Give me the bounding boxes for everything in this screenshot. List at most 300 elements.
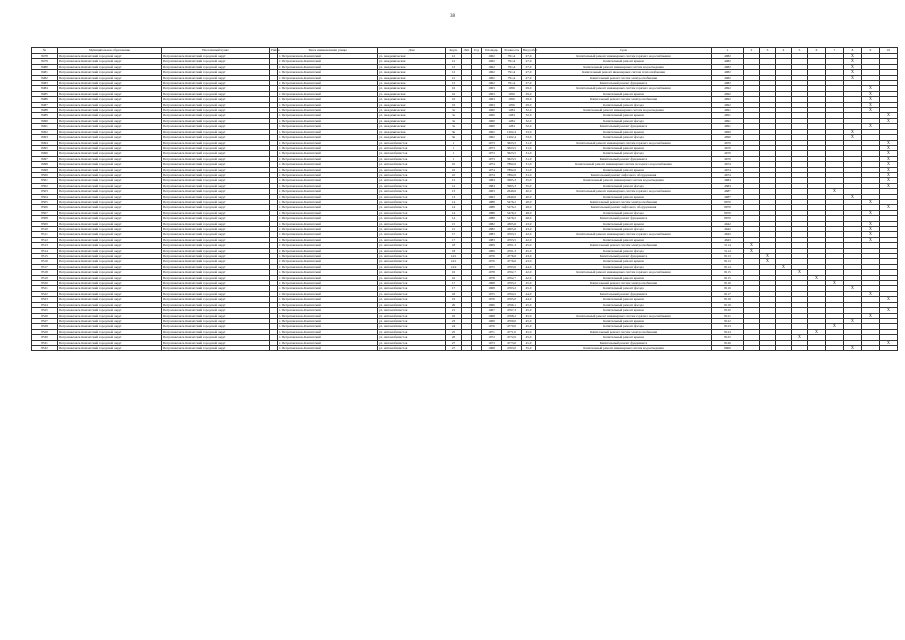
cell-id: 8497 xyxy=(32,156,58,161)
cell-year: 1962 xyxy=(482,59,502,64)
cell-np: Петропавловск-Камчатский городской округ xyxy=(162,221,270,226)
cell-house: 3в xyxy=(446,129,462,134)
cell-rn: г. Петропавловск-Камчатский xyxy=(278,345,378,350)
cell-empty xyxy=(472,345,482,350)
cell-term: 4670 xyxy=(712,156,744,161)
cell-mark: X xyxy=(792,270,808,275)
cell-street: ул. Автомобилистов xyxy=(378,227,446,232)
column-header: Корп. xyxy=(446,48,462,54)
cell-np: Петропавловск-Камчатский городской округ xyxy=(162,291,270,296)
cell-house: 12 xyxy=(446,54,462,59)
cell-np: Петропавловск-Камчатский городской округ xyxy=(162,194,270,199)
cell-rn: г. Петропавловск-Камчатский xyxy=(278,113,378,118)
cell-year: 1988 xyxy=(482,216,502,221)
cell-area: 3623,5 xyxy=(502,151,522,156)
cell-street: ул. Академическая xyxy=(378,86,446,91)
cell-house: 25 xyxy=(446,329,462,334)
cell-work: Капитальный ремонт фасада xyxy=(536,286,712,291)
cell-year: 1983 xyxy=(482,232,502,237)
cell-floors: 31,0 xyxy=(522,140,536,145)
cell-mark: X xyxy=(880,297,898,302)
cell-floors: 48,0 xyxy=(522,216,536,221)
cell-work: Капитальный ремонт систем электроснабжения xyxy=(536,243,712,248)
cell-floors: 31,0 xyxy=(522,172,536,177)
cell-work: Капитальный ремонт фасада xyxy=(536,302,712,307)
cell-term: 4692 xyxy=(712,97,744,102)
cell-area: 791,4 xyxy=(502,59,522,64)
cell-area: 791,4 xyxy=(502,54,522,59)
cell-id: 8518 xyxy=(32,270,58,275)
cell-year: 1962 xyxy=(482,81,502,86)
cell-np: Петропавловск-Камчатский городской округ xyxy=(162,324,270,329)
cell-work: Капитальный ремонт лифтового оборудования xyxy=(536,205,712,210)
column-header: 6 xyxy=(808,48,826,54)
cell-work: Капитальный ремонт инженерных систем водоотведения xyxy=(536,108,712,113)
cell-id: 8529 xyxy=(32,329,58,334)
cell-street: ул. Автомобилистов xyxy=(378,345,446,350)
cell-term: 8119 xyxy=(712,302,744,307)
cell-np: Петропавловск-Камчатский городской округ xyxy=(162,237,270,242)
cell-floors: 45,0 xyxy=(522,308,536,313)
cell-rn: г. Петропавловск-Камчатский xyxy=(278,248,378,253)
cell-rn: г. Петропавловск-Камчатский xyxy=(278,270,378,275)
cell-mo: Петропавловск-Камчатский городской округ xyxy=(58,172,162,177)
cell-mo: Петропавловск-Камчатский городской округ xyxy=(58,259,162,264)
cell-house: 12 xyxy=(446,81,462,86)
cell-area: 1262,4 xyxy=(502,129,522,134)
cell-area: 4761,3 xyxy=(502,243,522,248)
cell-rn: г. Петропавловск-Камчатский xyxy=(278,335,378,340)
cell-year: 1984 xyxy=(482,178,502,183)
cell-area: 3623,5 xyxy=(502,140,522,145)
cell-house: 16 xyxy=(446,97,462,102)
cell-term: 4692 xyxy=(712,91,744,96)
cell-street: ул. Автомобилистов xyxy=(378,297,446,302)
cell-mark: X xyxy=(880,162,898,167)
cell-mark: X xyxy=(880,178,898,183)
cell-area: 4767,3 xyxy=(502,308,522,313)
cell-street: ул. Автомобилистов xyxy=(378,308,446,313)
cell-house: 3а xyxy=(446,108,462,113)
cell-id: 8486 xyxy=(32,97,58,102)
cell-floors: 43,0 xyxy=(522,254,536,259)
cell-street: ул. Автомобилистов xyxy=(378,189,446,194)
cell-term: 4982 xyxy=(712,75,744,80)
cell-area: 4770,0 xyxy=(502,324,522,329)
cell-street: ул. Академическая xyxy=(378,102,446,107)
cell-year: 1975 xyxy=(482,291,502,296)
cell-work: Капитальный ремонт крыши xyxy=(536,308,712,313)
cell-area: 7892,6 xyxy=(502,162,522,167)
cell-year: 1974 xyxy=(482,167,502,172)
cell-house: 21 xyxy=(446,308,462,313)
document-table-container xyxy=(31,47,891,351)
cell-mark: X xyxy=(776,264,792,269)
cell-street: ул. Академическая xyxy=(378,113,446,118)
cell-house: 16 xyxy=(446,270,462,275)
cell-rn: г. Петропавловск-Камчатский xyxy=(278,135,378,140)
cell-work: Капитальный ремонт фундамента xyxy=(536,156,712,161)
cell-id: 8496 xyxy=(32,151,58,156)
cell-floors: 32,0 xyxy=(522,124,536,129)
cell-mo: Петропавловск-Камчатский городской округ xyxy=(58,54,162,59)
cell-work: Капитальный ремонт крыши xyxy=(536,297,712,302)
cell-year: 1983 xyxy=(482,237,502,242)
cell-id: 8480 xyxy=(32,64,58,69)
cell-rn: г. Петропавловск-Камчатский xyxy=(278,124,378,129)
cell-mo: Петропавловск-Камчатский городской округ xyxy=(58,297,162,302)
cell-work: Капитальный ремонт инженерных систем горячего водоснабжения xyxy=(536,86,712,91)
cell-area: 2640,6 xyxy=(502,189,522,194)
cell-work: Капитальный ремонт фундамента xyxy=(536,216,712,221)
column-header: 9 xyxy=(862,48,880,54)
cell-floors: 44,0 xyxy=(522,297,536,302)
cell-np: Петропавловск-Камчатский городской округ xyxy=(162,167,270,172)
cell-year: 1974 xyxy=(482,172,502,177)
cell-term: 4642 xyxy=(712,221,744,226)
cell-np: Петропавловск-Камчатский городской округ xyxy=(162,156,270,161)
cell-area: 4305,6 xyxy=(502,221,522,226)
cell-np: Петропавловск-Камчатский городской округ xyxy=(162,97,270,102)
cell-house: 10 xyxy=(446,167,462,172)
cell-work: Капитальный ремонт фасада xyxy=(536,151,712,156)
cell-id: 8491 xyxy=(32,124,58,129)
cell-street: ул. Автомобилистов xyxy=(378,286,446,291)
cell-id: 8516 xyxy=(32,259,58,264)
cell-floors: 35,0 xyxy=(522,178,536,183)
cell-house: 15 xyxy=(446,221,462,226)
cell-mo: Петропавловск-Камчатский городской округ xyxy=(58,151,162,156)
cell-street: ул. Академическая xyxy=(378,70,446,75)
cell-street: ул. Автомобилистов xyxy=(378,172,446,177)
cell-work: Капитальный ремонт инженерных систем горячего водоснабжения xyxy=(536,313,712,318)
cell-work: Капитальный ремонт крыши xyxy=(536,113,712,118)
cell-year: 1962 xyxy=(482,70,502,75)
cell-rn: г. Петропавловск-Камчатский xyxy=(278,194,378,199)
cell-rn: г. Петропавловск-Камчатский xyxy=(278,216,378,221)
cell-mark: X xyxy=(880,145,898,150)
cell-rn: г. Петропавловск-Камчатский xyxy=(278,183,378,188)
cell-floors: 48,0 xyxy=(522,199,536,204)
cell-street: ул. Автомобилистов xyxy=(378,248,446,253)
cell-mark: X xyxy=(862,199,880,204)
cell-floors: 31,0 xyxy=(522,167,536,172)
cell-mark: X xyxy=(880,156,898,161)
cell-area: 4763,2 xyxy=(502,286,522,291)
cell-mo: Петропавловск-Камчатский городской округ xyxy=(58,167,162,172)
cell-mark xyxy=(792,345,808,350)
cell-mark: X xyxy=(880,205,898,210)
cell-street: ул. Академическая xyxy=(378,124,446,129)
cell-term: 4643 xyxy=(712,232,744,237)
cell-mark: X xyxy=(744,243,760,248)
cell-id: 8485 xyxy=(32,91,58,96)
cell-area: 791,4 xyxy=(502,70,522,75)
cell-year: 1976 xyxy=(482,254,502,259)
cell-rn: г. Петропавловск-Камчатский xyxy=(278,118,378,123)
cell-year: 1984 xyxy=(482,183,502,188)
cell-floors: 42,0 xyxy=(522,275,536,280)
cell-np: Петропавловск-Камчатский городской округ xyxy=(162,318,270,323)
cell-np: Петропавловск-Камчатский городской округ xyxy=(162,329,270,334)
cell-floors: 27,0 xyxy=(522,75,536,80)
cell-work: Капитальный ремонт лифтового оборудования xyxy=(536,172,712,177)
cell-rn: г. Петропавловск-Камчатский xyxy=(278,275,378,280)
cell-area: 4766,1 xyxy=(502,302,522,307)
cell-street: ул. Автомобилистов xyxy=(378,291,446,296)
cell-term: 8113 xyxy=(712,254,744,259)
cell-mo: Петропавловск-Камчатский городской округ xyxy=(58,313,162,318)
cell-year: 1973 xyxy=(482,140,502,145)
cell-street: ул. Автомобилистов xyxy=(378,318,446,323)
cell-street: ул. Автомобилистов xyxy=(378,259,446,264)
cell-term: 8124 xyxy=(712,329,744,334)
cell-floors: 29,0 xyxy=(522,91,536,96)
cell-year: 1988 xyxy=(482,210,502,215)
cell-term: 8118 xyxy=(712,297,744,302)
cell-mo: Петропавловск-Камчатский городской округ xyxy=(58,75,162,80)
cell-house: 22 xyxy=(446,313,462,318)
cell-id: 8498 xyxy=(32,162,58,167)
column-header: 1 xyxy=(712,48,744,54)
cell-mo: Петропавловск-Камчатский городской округ xyxy=(58,156,162,161)
cell-mark: X xyxy=(844,54,862,59)
cell-work: Капитальный ремонт крыши xyxy=(536,91,712,96)
cell-rn: г. Петропавловск-Камчатский xyxy=(278,86,378,91)
cell-id: 8493 xyxy=(32,135,58,140)
cell-rn: г. Петропавловск-Камчатский xyxy=(278,281,378,286)
cell-term: 8116 xyxy=(712,286,744,291)
cell-floors: 29,0 xyxy=(522,86,536,91)
cell-rn: г. Петропавловск-Камчатский xyxy=(278,167,378,172)
cell-term: 8113 xyxy=(712,259,744,264)
cell-area: 1056 xyxy=(502,91,522,96)
cell-year: 1963 xyxy=(482,189,502,194)
cell-np: Петропавловск-Камчатский городской округ xyxy=(162,162,270,167)
cell-mark: X xyxy=(844,75,862,80)
cell-id: 8512 xyxy=(32,237,58,242)
cell-term: 4674 xyxy=(712,167,744,172)
cell-mo: Петропавловск-Камчатский городской округ xyxy=(58,281,162,286)
cell-id: 8531 xyxy=(32,340,58,345)
cell-house: 1 xyxy=(446,156,462,161)
cell-mark: X xyxy=(862,108,880,113)
cell-floors: 27,0 xyxy=(522,59,536,64)
cell-floors: 43,0 xyxy=(522,221,536,226)
cell-house: 12 xyxy=(446,64,462,69)
cell-mo: Петропавловск-Камчатский городской округ xyxy=(58,221,162,226)
cell-mo: Петропавловск-Камчатский городской округ xyxy=(58,135,162,140)
cell-floors: 31,0 xyxy=(522,156,536,161)
cell-mark: X xyxy=(862,86,880,91)
cell-np: Петропавловск-Камчатский городской округ xyxy=(162,189,270,194)
cell-street: ул. Автомобилистов xyxy=(378,275,446,280)
cell-mo: Петропавловск-Камчатский городской округ xyxy=(58,275,162,280)
cell-mark: X xyxy=(862,97,880,102)
cell-work: Капитальный ремонт фасада xyxy=(536,264,712,269)
cell-work: Капитальный ремонт инженерных систем горячего водоснабжения xyxy=(536,189,712,194)
cell-term: 8126 xyxy=(712,340,744,345)
cell-id: 8481 xyxy=(32,70,58,75)
column-header: Тип и наименование улицы xyxy=(278,48,378,54)
cell-work: Капитальный ремонт систем электроснабжения xyxy=(536,329,712,334)
column-header: 10 xyxy=(880,48,898,54)
cell-mark: X xyxy=(862,91,880,96)
cell-mo: Петропавловск-Камчатский городской округ xyxy=(58,340,162,345)
cell-mark: X xyxy=(880,118,898,123)
cell-mo: Петропавловск-Камчатский городской округ xyxy=(58,183,162,188)
cell-term: 4690 xyxy=(712,135,744,140)
cell-year: 1978 xyxy=(482,270,502,275)
cell-house: 10 xyxy=(446,172,462,177)
cell-id: 8517 xyxy=(32,264,58,269)
cell-area: 1284 xyxy=(502,108,522,113)
cell-street: ул. Автомобилистов xyxy=(378,335,446,340)
cell-np: Петропавловск-Камчатский городской округ xyxy=(162,308,270,313)
cell-mo: Петропавловск-Камчатский городской округ xyxy=(58,205,162,210)
cell-rn: г. Петропавловск-Камчатский xyxy=(278,140,378,145)
cell-work: Капитальный ремонт фундамента xyxy=(536,340,712,345)
cell-area: 791,4 xyxy=(502,75,522,80)
cell-id: 8502 xyxy=(32,183,58,188)
cell-np: Петропавловск-Камчатский городской округ xyxy=(162,227,270,232)
cell-term: 8970 xyxy=(712,199,744,204)
cell-year: 1960 xyxy=(482,113,502,118)
cell-mo: Петропавловск-Камчатский городской округ xyxy=(58,64,162,69)
cell-mark: X xyxy=(844,70,862,75)
cell-work: Капитальный ремонт фасада xyxy=(536,183,712,188)
cell-mark: X xyxy=(880,140,898,145)
cell-street: ул. Автомобилистов xyxy=(378,210,446,215)
cell-street: ул. Академическая xyxy=(378,54,446,59)
cell-house: 3а xyxy=(446,113,462,118)
cell-floors: 43,0 xyxy=(522,227,536,232)
cell-mark xyxy=(744,345,760,350)
cell-id: 8501 xyxy=(32,178,58,183)
cell-mark: X xyxy=(880,308,898,313)
cell-house: 15 xyxy=(446,227,462,232)
cell-year: 1967 xyxy=(482,308,502,313)
cell-street: ул. Автомобилистов xyxy=(378,324,446,329)
cell-term: 8116 xyxy=(712,281,744,286)
cell-mark: X xyxy=(880,113,898,118)
cell-house: 3а xyxy=(446,118,462,123)
cell-id: 8521 xyxy=(32,286,58,291)
cell-area: 4773,0 xyxy=(502,340,522,345)
column-header: Срок xyxy=(536,48,712,54)
cell-empty xyxy=(270,345,278,350)
cell-rn: г. Петропавловск-Камчатский xyxy=(278,64,378,69)
column-header: Этажность xyxy=(502,48,522,54)
cell-area: 1262,4 xyxy=(502,135,522,140)
cell-id: 8503 xyxy=(32,189,58,194)
cell-mark: X xyxy=(844,194,862,199)
cell-street: ул. Академическая xyxy=(378,118,446,123)
cell-mark xyxy=(880,345,898,350)
cell-rn: г. Петропавловск-Камчатский xyxy=(278,75,378,80)
cell-area: 1056 xyxy=(502,86,522,91)
cell-year: 1976 xyxy=(482,297,502,302)
cell-np: Петропавловск-Камчатский городской округ xyxy=(162,335,270,340)
cell-mark: X xyxy=(844,286,862,291)
cell-id: 8487 xyxy=(32,102,58,107)
cell-rn: г. Петропавловск-Камчатский xyxy=(278,145,378,150)
cell-house: 14 xyxy=(446,210,462,215)
cell-year: 1963 xyxy=(482,194,502,199)
cell-street: ул. Автомобилистов xyxy=(378,156,446,161)
cell-id: 8508 xyxy=(32,216,58,221)
cell-mo: Петропавловск-Камчатский городской округ xyxy=(58,291,162,296)
cell-id: 8489 xyxy=(32,113,58,118)
cell-work: Капитальный ремонт крыши xyxy=(536,259,712,264)
cell-area: 1056 xyxy=(502,102,522,107)
cell-mo: Петропавловск-Камчатский городской округ xyxy=(58,162,162,167)
cell-area: 3623,5 xyxy=(502,156,522,161)
cell-area: 4772,0 xyxy=(502,335,522,340)
cell-floors: 45,0 xyxy=(522,329,536,334)
cell-np: Петропавловск-Камчатский городской округ xyxy=(162,302,270,307)
cell-term: 8121 xyxy=(712,313,744,318)
cell-np: Петропавловск-Камчатский городской округ xyxy=(162,70,270,75)
cell-work: Капитальный ремонт инженерных систем водоотведения xyxy=(536,178,712,183)
cell-id: 8523 xyxy=(32,297,58,302)
cell-floors: 45,0 xyxy=(522,340,536,345)
cell-mo: Петропавловск-Камчатский городской округ xyxy=(58,145,162,150)
cell-np: Петропавловск-Камчатский городской округ xyxy=(162,64,270,69)
cell-area: 791,4 xyxy=(502,64,522,69)
cell-floors: 32,0 xyxy=(522,113,536,118)
cell-year: 1969 xyxy=(482,243,502,248)
cell-mo: Петропавловск-Камчатский городской округ xyxy=(58,199,162,204)
cell-work: Капитальный ремонт фундамента xyxy=(536,254,712,259)
cell-rn: г. Петропавловск-Камчатский xyxy=(278,221,378,226)
cell-year: 1988 xyxy=(482,205,502,210)
cell-year: 1973 xyxy=(482,145,502,150)
cell-year: 1973 xyxy=(482,156,502,161)
cell-term: 4691 xyxy=(712,108,744,113)
cell-floors: 31,0 xyxy=(522,151,536,156)
cell-id: 8483 xyxy=(32,81,58,86)
cell-work: Капитальный ремонт фундамента xyxy=(536,291,712,296)
cell-street: ул. Автомобилистов xyxy=(378,340,446,345)
cell-rn: г. Петропавловск-Камчатский xyxy=(278,97,378,102)
cell-house: 13 xyxy=(446,189,462,194)
cell-house: 17 xyxy=(446,237,462,242)
cell-mark: X xyxy=(862,291,880,296)
cell-term: 8970 xyxy=(712,210,744,215)
cell-rn: г. Петропавловск-Камчатский xyxy=(278,291,378,296)
cell-id: 8490 xyxy=(32,118,58,123)
cell-area: 5476,2 xyxy=(502,199,522,204)
cell-house: 23 xyxy=(446,318,462,323)
cell-year: 1971 xyxy=(482,329,502,334)
cell-year: 1966 xyxy=(482,302,502,307)
cell-mo: Петропавловск-Камчатский городской округ xyxy=(58,113,162,118)
cell-mo: Петропавловск-Камчатский городской округ xyxy=(58,308,162,313)
cell-mark: X xyxy=(744,248,760,253)
cell-term: 8606 xyxy=(712,345,744,350)
cell-house: 16 xyxy=(446,275,462,280)
cell-work: Капитальный ремонт фасада xyxy=(536,227,712,232)
column-header: 7 xyxy=(826,48,844,54)
cell-floors: 40,0 xyxy=(522,189,536,194)
cell-area: 3623,5 xyxy=(502,145,522,150)
cell-year: 1975 xyxy=(482,264,502,269)
cell-year: 1974 xyxy=(482,162,502,167)
cell-house: 12 xyxy=(446,178,462,183)
cell-area: 5476,2 xyxy=(502,210,522,215)
cell-year: 1968 xyxy=(482,345,502,350)
